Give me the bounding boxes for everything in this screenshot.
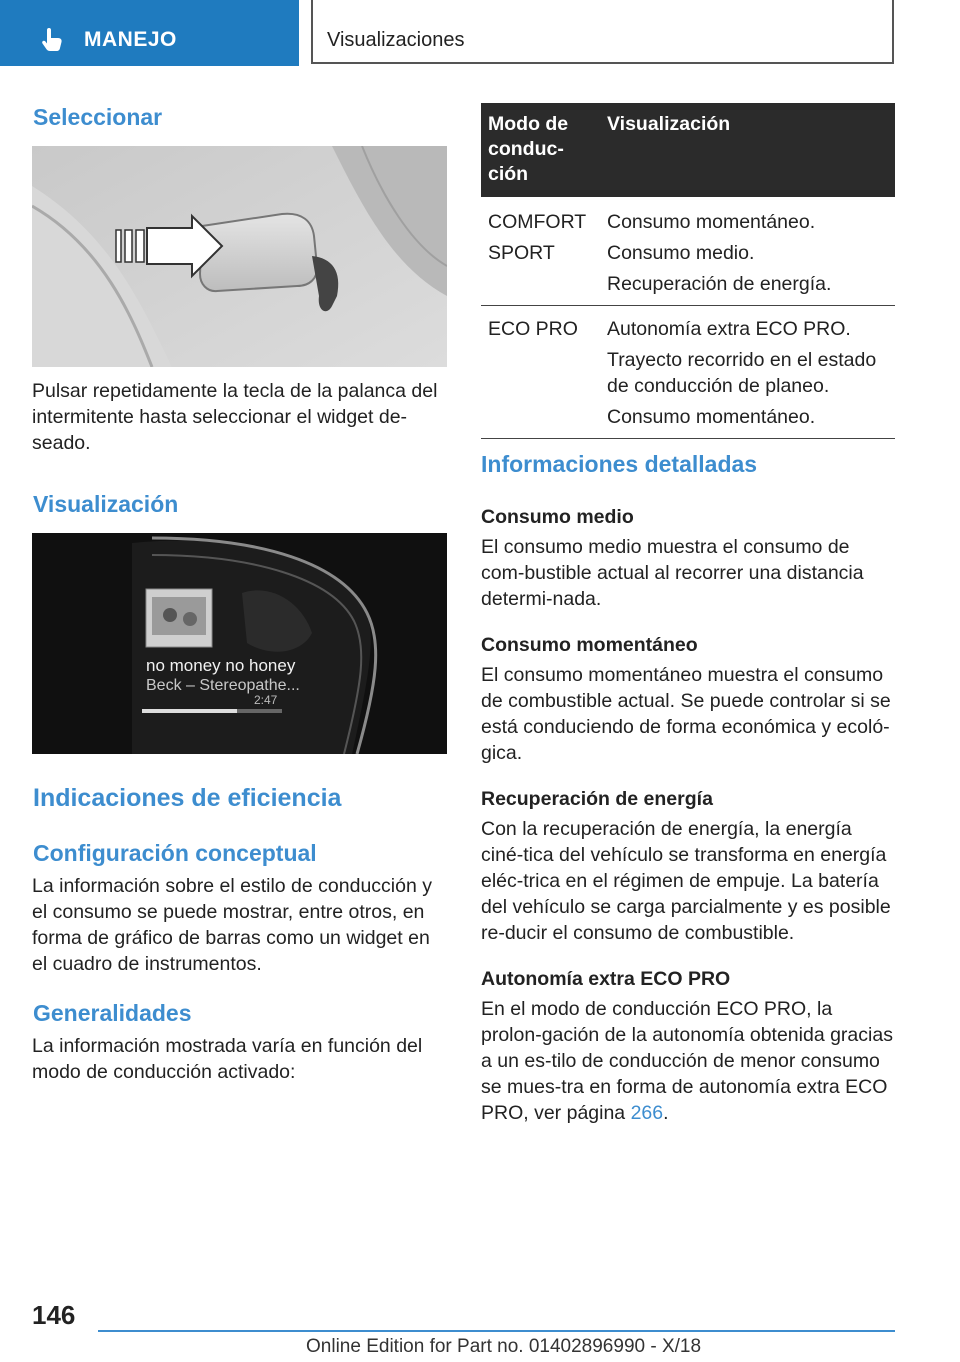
footer-divider xyxy=(98,1330,895,1332)
details-section xyxy=(481,504,896,1126)
display-value: Consumo momentáneo. xyxy=(607,211,816,233)
header-cell-display: Visualización xyxy=(600,103,895,197)
chapter-title: Visualizaciones xyxy=(327,29,465,51)
seleccionar-text xyxy=(32,378,448,456)
paragraph: La información sobre el estilo de conducción y el consumo se puede mostrar, entre otros, en forma de gráfico de barras como un widget en el cuadro de instrumentos. xyxy=(32,875,432,975)
footer-edition: Online Edition for Part no. 01402896990 - X/18 xyxy=(306,1336,702,1357)
paragraph: El consumo medio muestra el consumo de com-bustible actual al recorrer una distancia determi-nada. xyxy=(481,536,864,610)
section-label: MANEJO xyxy=(84,28,177,51)
paragraph: Pulsar repetidamente la tecla de la palanca del intermitente hasta seleccionar el widget de‐seado. xyxy=(32,380,438,454)
mode-value: SPORT xyxy=(488,242,555,264)
display-value: Trayecto recorrido en el estado de conducción de planeo. xyxy=(607,349,877,397)
paragraph: Con la recuperación de energía, la energía ciné-tica del vehículo se transforma en energía eléc-trica en el régimen de empuje. La batería del vehículo se carga parcialmente y es posible re-ducir el consumo de combustible. xyxy=(481,818,891,944)
hand-icon xyxy=(40,26,66,52)
section-tab[interactable] xyxy=(0,0,299,66)
subheading-consumo-medio: Consumo medio xyxy=(481,506,634,528)
table-row xyxy=(481,306,895,439)
page-link[interactable]: 266 xyxy=(630,1102,664,1124)
header-cell-mode xyxy=(481,103,600,197)
chapter-header xyxy=(311,0,894,64)
generalidades-text xyxy=(32,1033,448,1085)
modes-table-wrap xyxy=(481,103,895,439)
track-artist: Beck – Stereopathe... xyxy=(146,677,300,694)
lever-photo xyxy=(32,146,447,367)
subheading-recuperacion: Recuperación de energía xyxy=(481,788,713,810)
mode-cell xyxy=(481,306,600,439)
cluster-display-photo xyxy=(32,533,447,754)
heading-detalladas: Informaciones detalladas xyxy=(481,451,758,477)
display-value: Consumo momentáneo. xyxy=(607,406,816,428)
mode-value: COMFORT xyxy=(488,211,587,233)
display-value: Recuperación de energía. xyxy=(607,273,832,295)
table-row xyxy=(481,197,895,306)
heading-eficiencia: Indicaciones de eficiencia xyxy=(33,784,342,812)
subheading-consumo-momentaneo: Consumo momentáneo xyxy=(481,634,698,656)
modes-table xyxy=(481,103,895,439)
configuracion-text xyxy=(32,873,450,977)
track-time: 2:47 xyxy=(254,693,278,707)
page-number: 146 xyxy=(32,1300,76,1330)
table-header-row xyxy=(481,103,895,197)
mode-cell xyxy=(481,197,600,306)
paragraph-text: En el modo de conducción ECO PRO, la prolon-gación de la autonomía obtenida gracias a un es-tilo de conducción de menor consumo se mues-tra en forma de autonomía extra ECO PRO, ver página xyxy=(481,998,893,1124)
paragraph: El consumo momentáneo muestra el consumo de combustible actual. Se puede controlar si se está conduciendo de forma económica y ecoló-gica. xyxy=(481,664,891,764)
heading-seleccionar: Seleccionar xyxy=(33,104,163,130)
display-cell xyxy=(600,306,895,439)
display-value: Consumo medio. xyxy=(607,242,755,264)
paragraph: La información mostrada varía en función del modo de conducción activado: xyxy=(32,1035,423,1083)
subheading-autonomia: Autonomía extra ECO PRO xyxy=(481,968,731,990)
paragraph-end: . xyxy=(663,1102,669,1124)
heading-visualizacion: Visualización xyxy=(33,491,179,517)
heading-generalidades: Generalidades xyxy=(33,1000,192,1026)
display-cell xyxy=(600,197,895,306)
header-label: Modo de conduc-ción xyxy=(488,113,569,185)
mode-value: ECO PRO xyxy=(488,318,578,340)
track-title: no money no honey xyxy=(146,656,296,675)
display-value: Autonomía extra ECO PRO. xyxy=(607,318,851,340)
paragraph-autonomia xyxy=(481,996,896,1126)
heading-configuracion: Configuración conceptual xyxy=(33,840,317,866)
